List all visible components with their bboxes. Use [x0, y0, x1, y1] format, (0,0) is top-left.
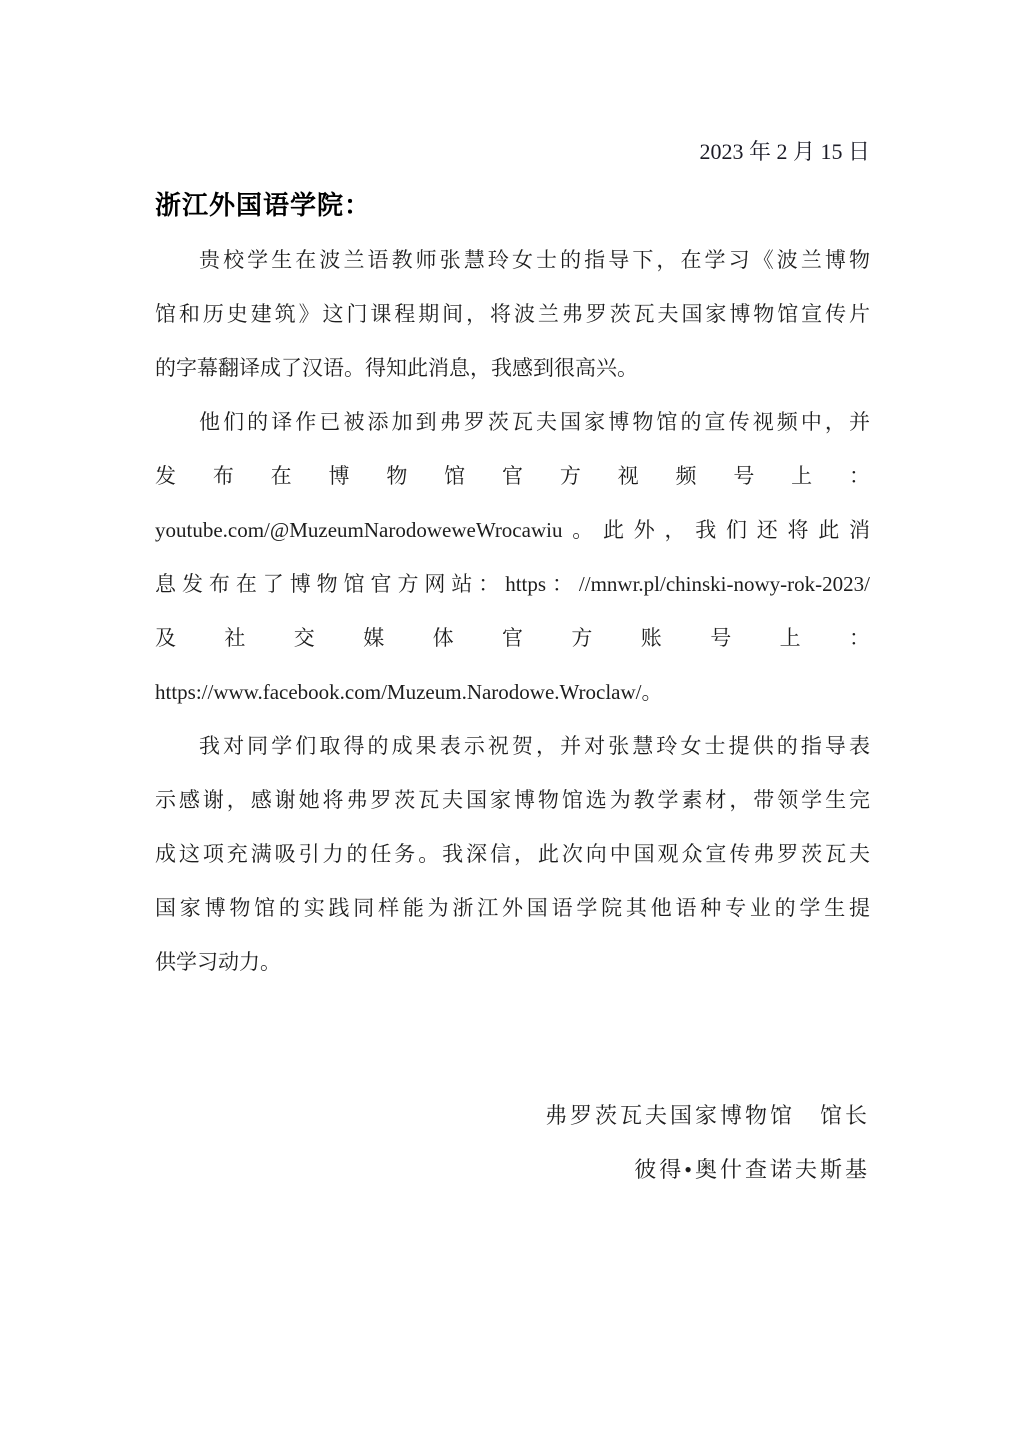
paragraph-3-line-5: 供学习动力。	[155, 950, 281, 974]
paragraph-1-line-1: 贵校学生在波兰语教师张慧玲女士的指导下，在学习《波兰博物	[199, 248, 870, 272]
paragraph-3-line-3: 成这项充满吸引力的任务。我深信，此次向中国观众宣传弗罗茨瓦夫	[155, 842, 870, 866]
salutation: 浙江外国语学院：	[155, 191, 372, 220]
signature-org-title: 弗罗茨瓦夫国家博物馆 馆长	[544, 1103, 870, 1128]
paragraph-2-line-6-facebook-url: https://www.facebook.com/Muzeum.Narodowe.Wroclaw/。	[155, 680, 663, 704]
paragraph-2-line-1: 他们的译作已被添加到弗罗茨瓦夫国家博物馆的宣传视频中，并	[199, 410, 870, 434]
paragraph-2-line-2: 发布在博物馆官方视频号上：	[155, 464, 870, 488]
paragraph-1-line-3: 的字幕翻译成了汉语。得知此消息，我感到很高兴。	[155, 356, 638, 380]
paragraph-2-line-4-museum-url: 息发布在了博物馆官方网站：https：//mnwr.pl/chinski-nowy-rok-2023/	[155, 572, 870, 596]
paragraph-1-line-2: 馆和历史建筑》这门课程期间，将波兰弗罗茨瓦夫国家博物馆宣传片	[155, 302, 870, 326]
signature-name: 彼得•奥什查诺夫斯基	[634, 1157, 870, 1182]
paragraph-3-line-4: 国家博物馆的实践同样能为浙江外国语学院其他语种专业的学生提	[155, 896, 870, 920]
letter-date: 2023 年 2 月 15 日	[699, 139, 870, 164]
paragraph-2-line-5: 及社交媒体官方账号上：	[155, 626, 870, 650]
signature-gap	[155, 989, 870, 1089]
paragraph-3-line-1: 我对同学们取得的成果表示祝贺，并对张慧玲女士提供的指导表	[199, 734, 870, 758]
paragraph-3-line-2: 示感谢，感谢她将弗罗茨瓦夫国家博物馆选为教学素材，带领学生完	[155, 788, 870, 812]
paragraph-2-line-3-youtube-url: youtube.com/@MuzeumNarodoweweWrocawiu。此外，我们还将此消	[155, 518, 870, 542]
